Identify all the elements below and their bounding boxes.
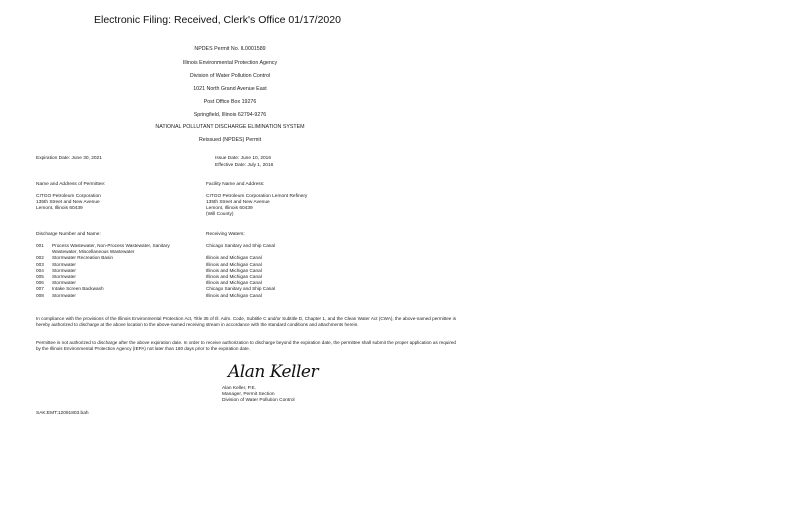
handwritten-signature: Alan Keller: [228, 362, 319, 382]
receiving-water: Illinois and Michigan Canal: [206, 274, 262, 279]
discharge-number: 003: [36, 261, 44, 267]
facility-line: 135th Street and New Avenue: [206, 200, 270, 205]
agency-po-box: Post Office Box 19276: [203, 99, 257, 105]
discharge-number: 008: [36, 292, 44, 298]
signer-name: Alan Keller, P.E.: [222, 386, 257, 391]
receiving-water: Illinois and Michigan Canal: [206, 255, 262, 261]
permit-type: Reissued (NPDES) Permit: [198, 137, 262, 143]
discharge-number: 002: [36, 255, 44, 261]
system-name: NATIONAL POLLUTANT DISCHARGE ELIMINATION SYSTEM: [155, 124, 305, 130]
filing-header: Electronic Filing: Received, Clerk's Office 01/17/2020: [94, 14, 341, 26]
agency-street: 1021 North Grand Avenue East: [193, 86, 267, 92]
discharge-name: Stormwater: [52, 292, 76, 298]
permittee-line: 135th Street and New Avenue: [36, 200, 100, 205]
discharge-number: 007: [36, 286, 44, 292]
document-reference: SAK:EMT:12091803.bah: [36, 411, 89, 416]
expiration-paragraph: Permittee is not authorized to discharge after the above expiration date. In order to receive authorization to discharge beyond the expiration date, the permittee shall submit the proper application as required by the Illinois Environmental Protection Agency (IEPA) not later than 180 days prior to the expiration date.: [36, 340, 456, 352]
discharge-name: Stormwater: [52, 267, 76, 273]
receiving-waters-heading: Receiving Waters:: [206, 232, 245, 237]
agency-name: Illinois Environmental Protection Agency: [182, 60, 278, 66]
discharge-number: 006: [36, 280, 44, 286]
receiving-water: Illinois and Michigan Canal: [206, 292, 262, 298]
agency-city: Springfield, Illinois 62794-9276: [193, 112, 267, 118]
receiving-water: Chicago Sanitary and Ship Canal: [206, 286, 276, 292]
receiving-water: Illinois and Michigan Canal: [206, 267, 262, 273]
expiration-date: Expiration Date: June 30, 2021: [36, 156, 102, 161]
discharge-name: Intake Screen Backwash: [52, 286, 104, 292]
permittee-line: Lemont, Illinois 60439: [36, 206, 83, 211]
receiving-water: Chicago Sanitary and Ship Canal: [206, 243, 276, 248]
division-name: Division of Water Pollution Control: [189, 73, 271, 79]
permittee-line: CITGO Petroleum Corporation: [36, 194, 101, 199]
discharge-name: Stormwater: [52, 274, 76, 279]
facility-line: Lemont, Illinois 60439: [206, 206, 253, 211]
permit-number: NPDES Permit No. IL0001589: [194, 46, 266, 52]
discharge-name: Stormwater: [52, 261, 76, 267]
compliance-paragraph: In compliance with the provisions of the Illinois Environmental Protection Act, Title 35 of Ill. Adm. Code, Subtitle C and/or Subtitle D, Chapter 1, and the Clean Water Act (CWA), the above-named permittee is hereby authorized to discharge at the above location to the above-named receiving stream in accordance with the standard conditions and attachments herein.: [36, 316, 456, 328]
receiving-water: Illinois and Michigan Canal: [206, 261, 262, 267]
effective-date: Effective Date: July 1, 2016: [215, 163, 274, 168]
discharge-name: Wastewater, Miscellaneous Wastewater: [52, 249, 135, 255]
signer-division: Division of Water Pollution Control: [222, 398, 295, 403]
issue-date: Issue Date: June 10, 2016: [215, 156, 272, 161]
discharge-name: Process Wastewater, Non-Process Wastewater, Sanitary: [52, 243, 170, 248]
discharge-name: Stormwater: [52, 280, 76, 286]
receiving-water: Illinois and Michigan Canal: [206, 280, 262, 286]
facility-line: (Will County): [206, 212, 234, 217]
discharge-name: Stormwater Recreation Basin: [52, 255, 113, 261]
discharge-number: 001: [36, 243, 44, 248]
discharge-number: 005: [36, 274, 44, 279]
signer-title: Manager, Permit Section: [222, 392, 275, 397]
facility-line: CITGO Petroleum Corporation Lemont Refinery: [206, 194, 308, 199]
permittee-heading: Name and Address of Permittee:: [36, 182, 106, 187]
discharge-number: 004: [36, 267, 44, 273]
facility-heading: Facility Name and Address:: [206, 182, 265, 187]
discharge-heading: Discharge Number and Name:: [36, 232, 101, 237]
